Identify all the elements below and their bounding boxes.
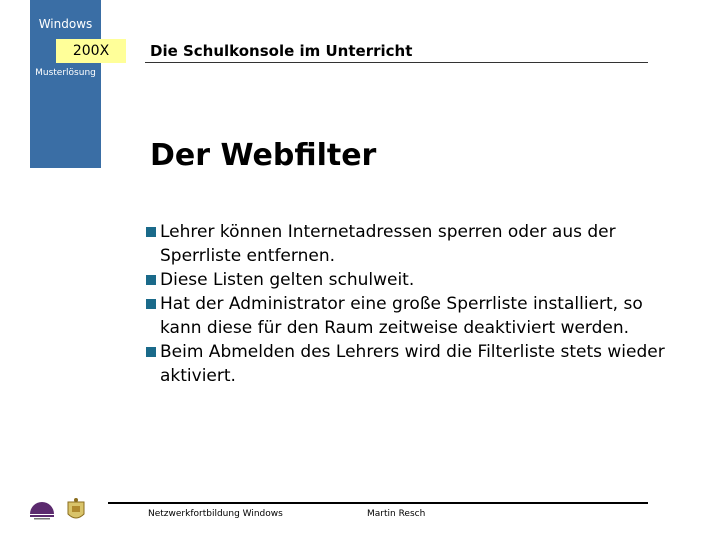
bullet-item <box>146 220 676 268</box>
slide-title: Der Webfilter <box>150 138 377 173</box>
bullet-list <box>146 220 676 388</box>
footer-divider <box>108 502 648 504</box>
bullet-square-icon <box>146 275 156 285</box>
brand-subtitle: Musterlösung <box>35 68 96 78</box>
brand-version-badge: 200X <box>56 39 126 63</box>
bullet-item <box>146 340 676 388</box>
bullet-text: Hat der Administrator eine große Sperrliste installiert, so kann diese für den Raum zeitweise deaktiviert werden. <box>160 294 643 338</box>
bullet-text: Diese Listen gelten schulweit. <box>160 270 415 290</box>
bullet-square-icon <box>146 299 156 309</box>
bullet-text: Lehrer können Internetadressen sperren oder aus der Sperrliste entfernen. <box>160 222 616 266</box>
header-title: Die Schulkonsole im Unterricht <box>150 42 413 60</box>
footer-author: Martin Resch <box>367 509 426 519</box>
header-divider <box>145 62 648 63</box>
bullet-square-icon <box>146 227 156 237</box>
bullet-text: Beim Abmelden des Lehrers wird die Filterliste stets wieder aktiviert. <box>160 342 665 386</box>
bullet-item <box>146 292 676 340</box>
brand-os-name: Windows <box>38 17 93 31</box>
bullet-item <box>146 268 676 292</box>
bullet-square-icon <box>146 347 156 357</box>
footer-course-name: Netzwerkfortbildung Windows <box>148 509 283 519</box>
institution-logo-icon <box>26 496 94 524</box>
